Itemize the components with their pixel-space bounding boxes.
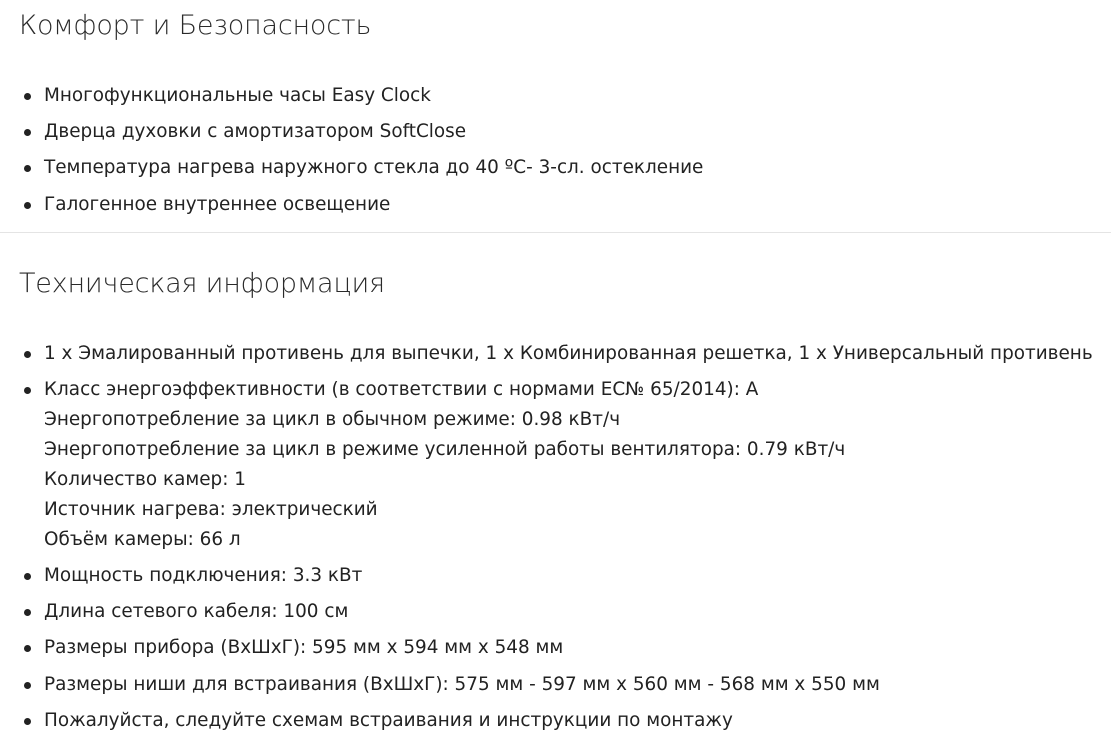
list-item-text: Пожалуйста, следуйте схемам встраивания и инструкции по монтажу bbox=[44, 710, 733, 731]
list-item-text: Мощность подключения: 3.3 кВт bbox=[44, 565, 363, 586]
bullet-icon bbox=[24, 202, 31, 209]
energy-consumption-fan-line: Энергопотребление за цикл в режиме усиленной работы вентилятора: 0.79 кВт/ч bbox=[44, 439, 846, 460]
cavity-volume-line: Объём камеры: 66 л bbox=[44, 529, 241, 550]
bullet-icon bbox=[24, 93, 31, 100]
bullet-icon bbox=[24, 645, 31, 652]
list-item-text: Многофункциональные часы Easy Clock bbox=[44, 85, 431, 106]
bullet-icon bbox=[24, 682, 31, 689]
energy-class-line: Класс энергоэффективности (в соответствии с нормами EC№ 65/2014): A bbox=[44, 379, 759, 400]
bullet-icon bbox=[24, 129, 31, 136]
bullet-icon bbox=[24, 351, 31, 358]
technical-section-title: Техническая информация bbox=[19, 268, 385, 299]
list-item-text: Дверца духовки с амортизатором SoftClose bbox=[44, 121, 467, 142]
cavity-count-line: Количество камер: 1 bbox=[44, 469, 246, 490]
comfort-section-title: Комфорт и Безопасность bbox=[19, 10, 372, 41]
section-divider bbox=[0, 232, 1111, 233]
list-item-text: Температура нагрева наружного стекла до 40 ºC- 3-сл. остекление bbox=[44, 157, 704, 178]
energy-consumption-normal-line: Энергопотребление за цикл в обычном режиме: 0.98 кВт/ч bbox=[44, 409, 621, 430]
bullet-icon bbox=[24, 387, 31, 394]
list-item-text: 1 x Эмалированный противень для выпечки, 1 x Комбинированная решетка, 1 x Универсальный противень bbox=[44, 343, 1093, 364]
bullet-icon bbox=[24, 573, 31, 580]
bullet-icon bbox=[24, 165, 31, 172]
bullet-icon bbox=[24, 609, 31, 616]
bullet-icon bbox=[24, 718, 31, 725]
list-item-text: Длина сетевого кабеля: 100 см bbox=[44, 601, 349, 622]
list-item-text: Размеры ниши для встраивания (ВхШхГ): 575 мм - 597 мм x 560 мм - 568 мм x 550 мм bbox=[44, 674, 880, 695]
list-item-text: Галогенное внутреннее освещение bbox=[44, 194, 391, 215]
list-item-text: Размеры прибора (ВхШхГ): 595 мм x 594 мм x 548 мм bbox=[44, 637, 564, 658]
heat-source-line: Источник нагрева: электрический bbox=[44, 499, 378, 520]
